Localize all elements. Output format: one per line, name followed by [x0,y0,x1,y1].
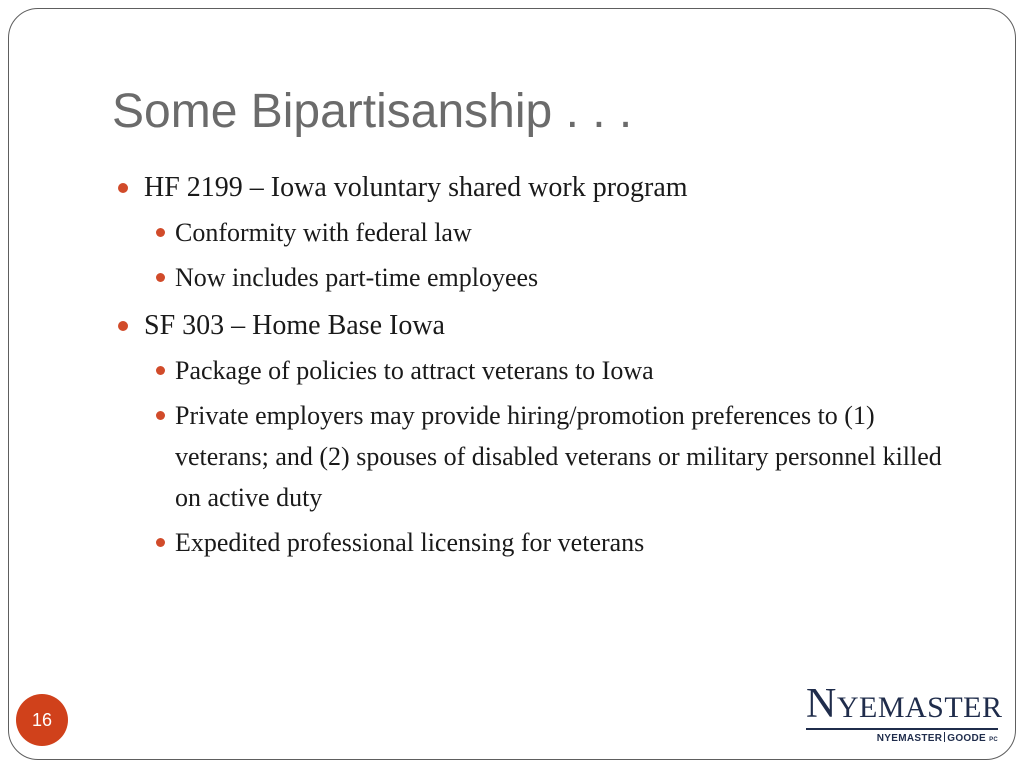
bullet-icon [156,538,165,547]
list-item [112,304,972,348]
bullet-icon [156,366,165,375]
bullet-text: Now includes part-time employees [175,263,539,292]
bullet-icon [156,273,165,282]
bullet-icon [118,321,128,331]
list-item [112,522,972,563]
list-item [112,350,972,391]
page-number-badge: 16 [16,694,68,746]
bullet-icon [118,183,128,193]
bullet-text: SF 303 – Home Base Iowa [144,310,445,341]
nyemaster-logo [806,681,1003,746]
list-item [112,257,972,298]
bullet-text: Private employers may provide hiring/promotion preferences to (1) veterans; and (2) spouses of disabled veterans or military personnel killed on active duty [175,401,942,512]
bullet-list [112,166,972,563]
bullet-text: HF 2199 – Iowa voluntary shared work program [144,172,688,203]
bullet-icon [156,411,165,420]
slide-title: Some Bipartisanship . . . [112,85,633,138]
list-item [112,212,972,253]
logo-rule [806,728,998,730]
list-item [112,395,972,518]
logo-wordmark: NYEMASTER [806,681,1003,727]
logo-subtitle: NYEMASTER GOODE PC [876,733,998,744]
bullet-text: Expedited professional licensing for veterans [175,528,645,557]
bullet-icon [156,228,165,237]
list-item [112,166,972,210]
bullet-text: Package of policies to attract veterans to Iowa [175,356,654,385]
bullet-text: Conformity with federal law [175,218,472,247]
